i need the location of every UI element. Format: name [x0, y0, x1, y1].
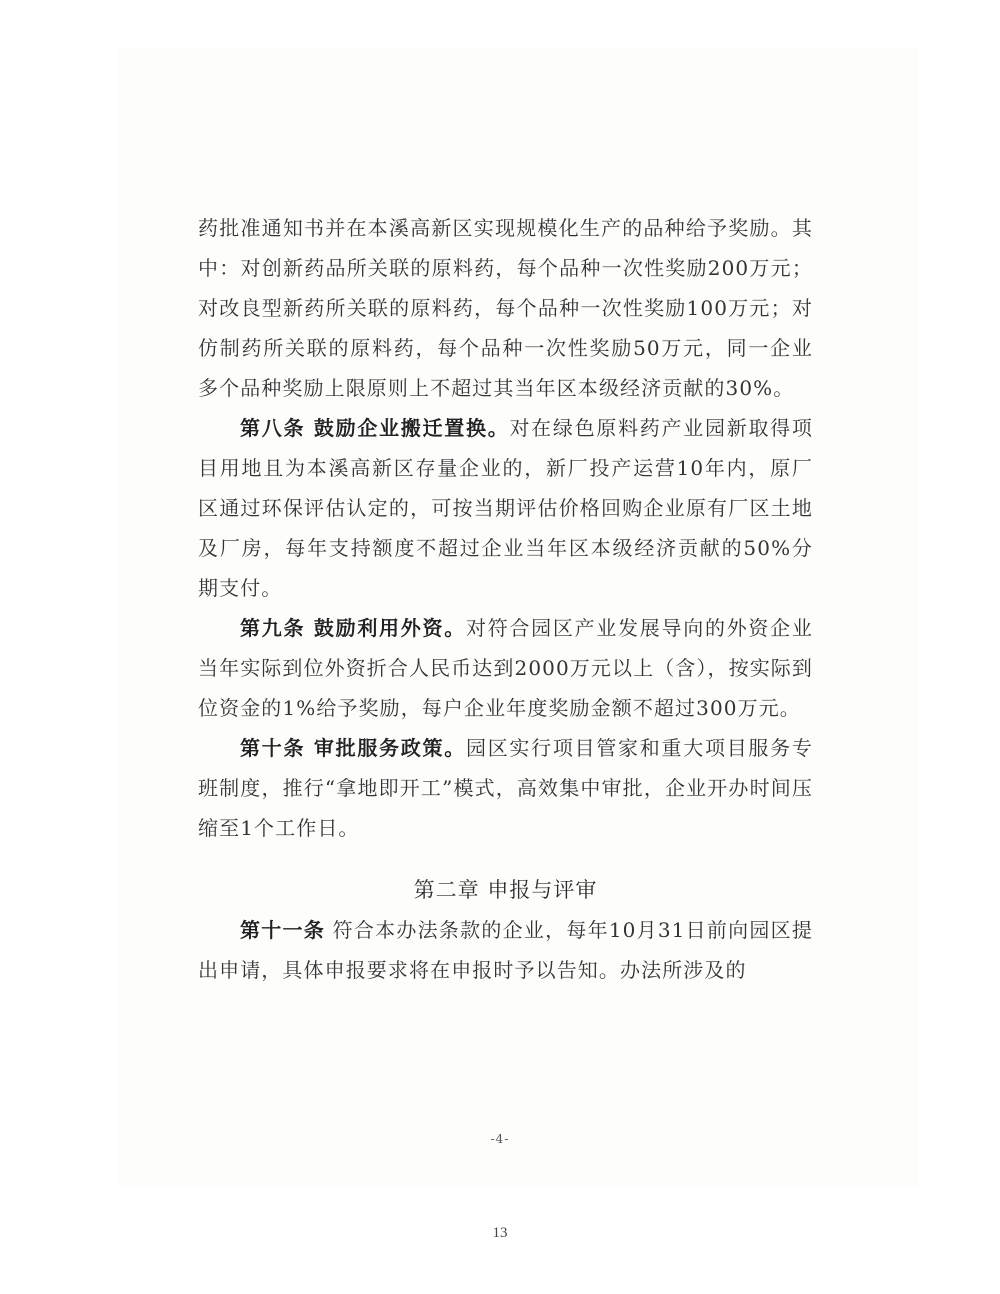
article-11-body: 符合本办法条款的企业，每年10月31日前向园区提出申请，具体申报要求将在申报时予以告知。办法所涉及的: [198, 918, 813, 982]
inner-page-number: -4-: [490, 1132, 510, 1146]
article-8-paragraph: [198, 408, 813, 608]
article-10-body: 园区实行项目管家和重大项目服务专班制度，推行“拿地即开工”模式，高效集中审批，企业开办时间压缩至1个工作日。: [198, 736, 813, 840]
article-9-heading: 第九条 鼓励利用外资。: [240, 616, 466, 640]
document-body: [198, 208, 813, 990]
article-10-heading: 第十条 审批服务政策。: [240, 736, 466, 760]
article-9-paragraph: [198, 608, 813, 728]
article-8-heading: 第八条 鼓励企业搬迁置换。: [240, 416, 510, 440]
article-9-body: 对符合园区产业发展导向的外资企业当年实际到位外资折合人民币达到2000万元以上（含），按实际到位资金的1%给予奖励，每户企业年度奖励金额不超过300万元。: [198, 616, 813, 720]
outer-page-number: 13: [492, 1225, 508, 1241]
article-10-paragraph: [198, 728, 813, 848]
article-11-paragraph: [198, 910, 813, 990]
article-11-heading: 第十一条: [240, 918, 325, 942]
chapter-title: 第二章 申报与评审: [413, 878, 598, 902]
article-8-body: 对在绿色原料药产业园新取得项目用地且为本溪高新区存量企业的，新厂投产运营10年内，原厂区通过环保评估认定的，可按当期评估价格回购企业原有厂区土地及厂房，每年支持额度不超过企业当年区本级经济贡献的50%分期支付。: [198, 416, 814, 600]
paragraph-continuation: 药批准通知书并在本溪高新区实现规模化生产的品种给予奖励。其中：对创新药品所关联的原料药，每个品种一次性奖励200万元；对改良型新药所关联的原料药，每个品种一次性奖励100万元；对仿制药所关联的原料药，每个品种一次性奖励50万元，同一企业多个品种奖励上限原则上不超过其当年区本级经济贡献的30%。: [198, 216, 813, 400]
